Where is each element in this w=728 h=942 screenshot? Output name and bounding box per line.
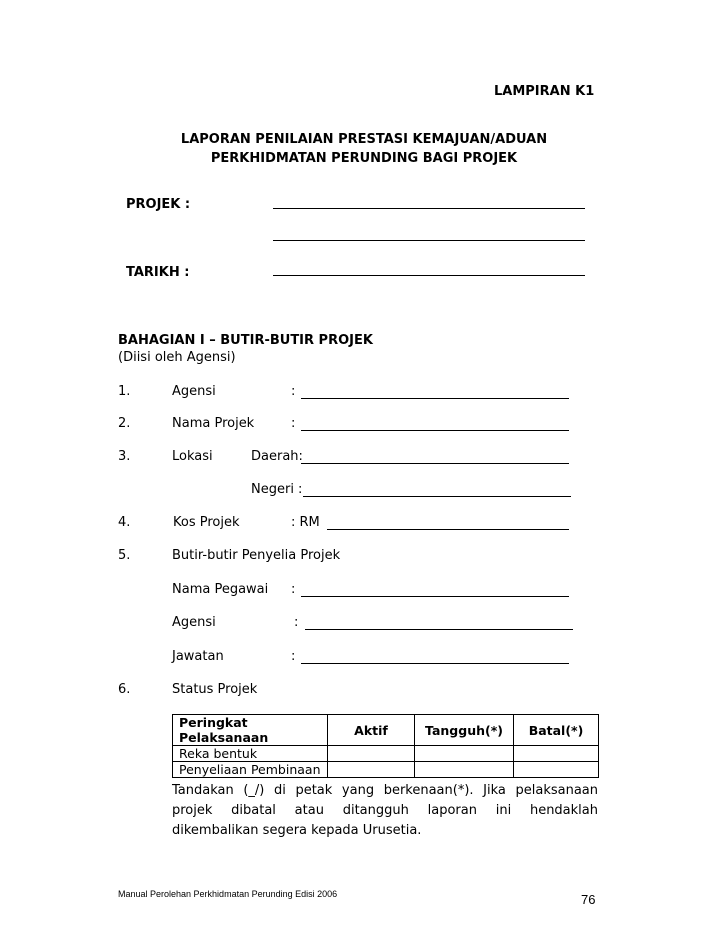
projek-label: PROJEK : bbox=[126, 197, 191, 212]
agensi-field[interactable] bbox=[301, 398, 569, 399]
agensi-penyelia-field[interactable] bbox=[305, 629, 573, 630]
jawatan-label: Jawatan bbox=[172, 649, 224, 664]
daerah-field[interactable] bbox=[301, 463, 569, 464]
row-label-reka-bentuk: Reka bentuk bbox=[173, 746, 328, 762]
header-batal: Batal(*) bbox=[514, 715, 599, 746]
colon: : bbox=[294, 615, 299, 630]
checkbox-cell[interactable] bbox=[415, 762, 514, 778]
item-number-5: 5. bbox=[118, 548, 131, 563]
butir-penyelia-label: Butir-butir Penyelia Projek bbox=[172, 548, 341, 563]
header-tangguh: Tangguh(*) bbox=[415, 715, 514, 746]
section1-heading: BAHAGIAN I – BUTIR-BUTIR PROJEK bbox=[118, 333, 373, 348]
checkbox-cell[interactable] bbox=[328, 746, 415, 762]
nama-projek-field[interactable] bbox=[301, 430, 569, 431]
agensi-label: Agensi bbox=[172, 384, 216, 399]
status-projek-label: Status Projek bbox=[172, 682, 258, 697]
kos-projek-field[interactable] bbox=[327, 529, 569, 530]
report-title-line1: LAPORAN PENILAIAN PRESTASI KEMAJUAN/ADUAN bbox=[180, 132, 548, 147]
colon: : bbox=[291, 649, 296, 664]
status-table bbox=[172, 714, 599, 778]
lokasi-label: Lokasi bbox=[172, 449, 213, 464]
colon: : bbox=[291, 416, 296, 431]
row-label-penyeliaan: Penyeliaan Pembinaan bbox=[173, 762, 328, 778]
jawatan-field[interactable] bbox=[301, 663, 569, 664]
projek-line-2[interactable] bbox=[273, 240, 585, 241]
item-number-2: 2. bbox=[118, 416, 131, 431]
footer-manual: Manual Perolehan Perkhidmatan Perunding Edisi 2006 bbox=[118, 889, 338, 899]
checkbox-cell[interactable] bbox=[514, 746, 599, 762]
checkbox-cell[interactable] bbox=[514, 762, 599, 778]
appendix-label: LAMPIRAN K1 bbox=[494, 84, 595, 99]
checkbox-cell[interactable] bbox=[415, 746, 514, 762]
header-aktif: Aktif bbox=[328, 715, 415, 746]
daerah-label: Daerah: bbox=[251, 449, 303, 464]
nama-projek-label: Nama Projek bbox=[172, 416, 255, 431]
table-row bbox=[173, 762, 599, 778]
table-header-row bbox=[173, 715, 599, 746]
checkbox-cell[interactable] bbox=[328, 762, 415, 778]
header-peringkat: Peringkat Pelaksanaan bbox=[173, 715, 328, 746]
page-number: 76 bbox=[581, 892, 596, 907]
section1-subheading: (Diisi oleh Agensi) bbox=[118, 350, 236, 365]
tarikh-label: TARIKH : bbox=[126, 265, 190, 280]
instruction-note: Tandakan (_/) di petak yang berkenaan(*). Jika pelaksanaan projek dibatal atau ditangguh laporan ini hendaklah dikembalikan segera kepada Urusetia. bbox=[172, 783, 598, 838]
table-row bbox=[173, 746, 599, 762]
item-number-1: 1. bbox=[118, 384, 131, 399]
report-title-line2: PERKHIDMATAN PERUNDING BAGI PROJEK bbox=[210, 151, 518, 166]
item-number-4: 4. bbox=[118, 515, 131, 530]
nama-pegawai-label: Nama Pegawai bbox=[172, 582, 269, 597]
item-number-6: 6. bbox=[118, 682, 131, 697]
negeri-field[interactable] bbox=[303, 496, 571, 497]
tarikh-line[interactable] bbox=[273, 275, 585, 276]
projek-line-1[interactable] bbox=[273, 208, 585, 209]
item-number-3: 3. bbox=[118, 449, 131, 464]
rm-label: : RM bbox=[291, 515, 320, 530]
negeri-label: Negeri : bbox=[251, 482, 303, 497]
nama-pegawai-field[interactable] bbox=[301, 596, 569, 597]
kos-projek-label: Kos Projek bbox=[173, 515, 240, 530]
agensi-penyelia-label: Agensi bbox=[172, 615, 216, 630]
colon: : bbox=[291, 582, 296, 597]
colon: : bbox=[291, 384, 296, 399]
